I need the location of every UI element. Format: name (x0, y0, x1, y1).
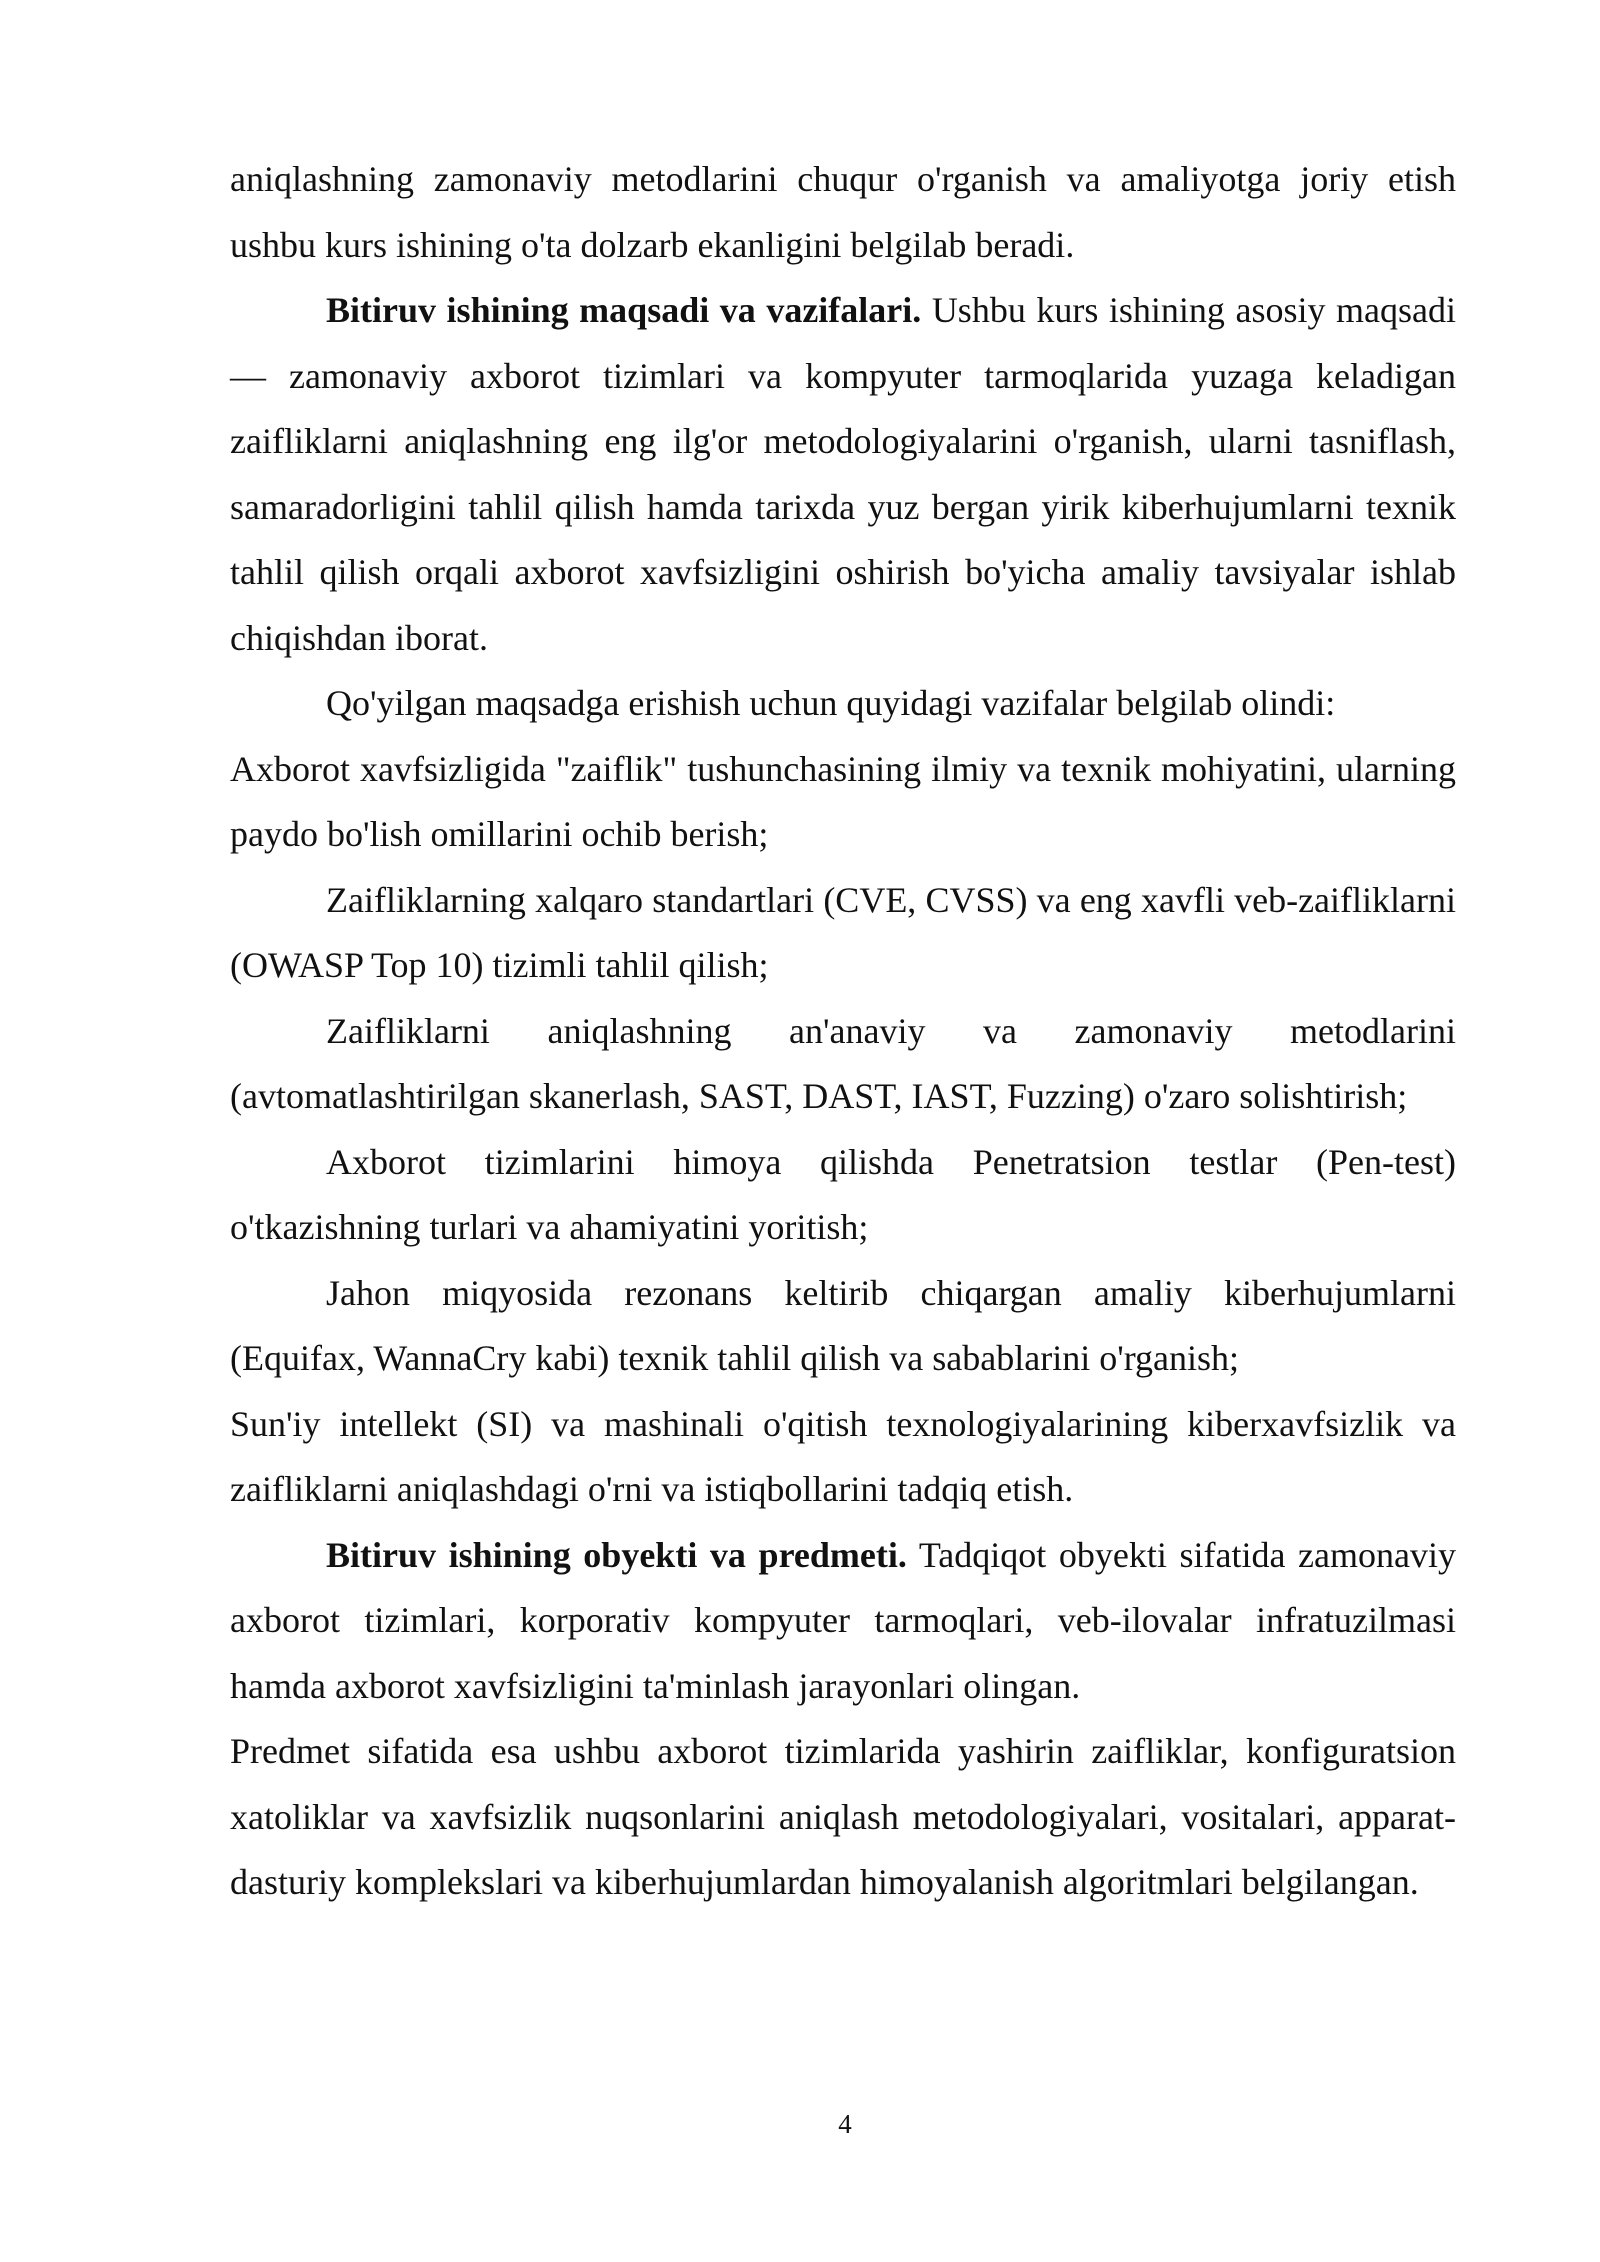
task-item (230, 868, 1456, 999)
paragraph (230, 1719, 1456, 1916)
page-number: 4 (838, 2109, 852, 2139)
task-item (230, 1130, 1456, 1261)
paragraph-text: Jahon miqyosida rezonans keltirib chiqargan amaliy kiberhujumlarni (Equifax, WannaCry kabi) texnik tahlil qilish va sabablarini o'rganish; (230, 1272, 1456, 1378)
paragraph-text: Zaifliklarni aniqlashning an'anaviy va zamonaviy metodlarini (avtomatlashtirilgan skanerlash, SAST, DAST, IAST, Fuzzing) o'zaro solishtirish; (230, 1010, 1456, 1116)
paragraph-text: Axborot tizimlarini himoya qilishda Penetratsion testlar (Pen-test) o'tkazishning turlari va ahamiyatini yoritish; (230, 1141, 1456, 1247)
document-body (230, 147, 1456, 1916)
paragraph-text: Zaifliklarning xalqaro standartlari (CVE, CVSS) va eng xavfli veb-zaifliklarni (OWASP Top 10) tizimli tahlil qilish; (230, 879, 1456, 985)
paragraph-goals (230, 278, 1456, 671)
paragraph-text: Sun'iy intellekt (SI) va mashinali o'qitish texnologiyalarining kiberxavfsizlik va zaifliklarni aniqlashdagi o'rni va istiqbollarini tadqiq etish. (230, 1403, 1456, 1509)
task-item (230, 1261, 1456, 1392)
paragraph (230, 671, 1456, 737)
section-heading-object: Bitiruv ishining obyekti va predmeti. (326, 1534, 907, 1575)
paragraph (230, 147, 1456, 278)
paragraph-text: Tadqiqot obyekti sifatida zamonaviy axborot tizimlari, korporativ kompyuter tarmoqlari, veb-ilovalar infratuzilmasi hamda axborot xavfsizligini ta'minlash jarayonlari olingan. (230, 1534, 1456, 1706)
paragraph-text: aniqlashning zamonaviy metodlarini chuqur o'rganish va amaliyotga joriy etish ushbu kurs ishining o'ta dolzarb ekanligini belgilab beradi. (230, 159, 1456, 265)
section-heading-goals: Bitiruv ishining maqsadi va vazifalari. (326, 290, 922, 330)
task-item (230, 999, 1456, 1130)
paragraph-text: Predmet sifatida esa ushbu axborot tizimlarida yashirin zaifliklar, konfiguratsion xatoliklar va xavfsizlik nuqsonlarini aniqlash metodologiyalari, vositalari, apparat-dasturiy komplekslari va kiberhujumlardan himoyalanish algoritmlari belgilangan. (230, 1731, 1456, 1902)
paragraph-object (230, 1523, 1456, 1720)
task-item (230, 1392, 1456, 1523)
paragraph-text: Ushbu kurs ishining asosiy maqsadi — zamonaviy axborot tizimlari va kompyuter tarmoqlarida yuzaga keladigan zaifliklarni aniqlashning eng ilg'or metodologiyalarini o'rganish, ularni tasniflash, samaradorligini tahlil qilish hamda tarixda yuz bergan yirik kiberhujumlarni texnik tahlil qilish orqali axborot xavfsizligini oshirish bo'yicha amaliy tavsiyalar ishlab chiqishdan iborat. (230, 290, 1456, 658)
paragraph-text: Qo'yilgan maqsadga erishish uchun quyidagi vazifalar belgilab olindi: (326, 683, 1336, 723)
paragraph-text: Axborot xavfsizligida "zaiflik" tushunchasining ilmiy va texnik mohiyatini, ularning paydo bo'lish omillarini ochib berish; (230, 748, 1456, 854)
task-item (230, 737, 1456, 868)
